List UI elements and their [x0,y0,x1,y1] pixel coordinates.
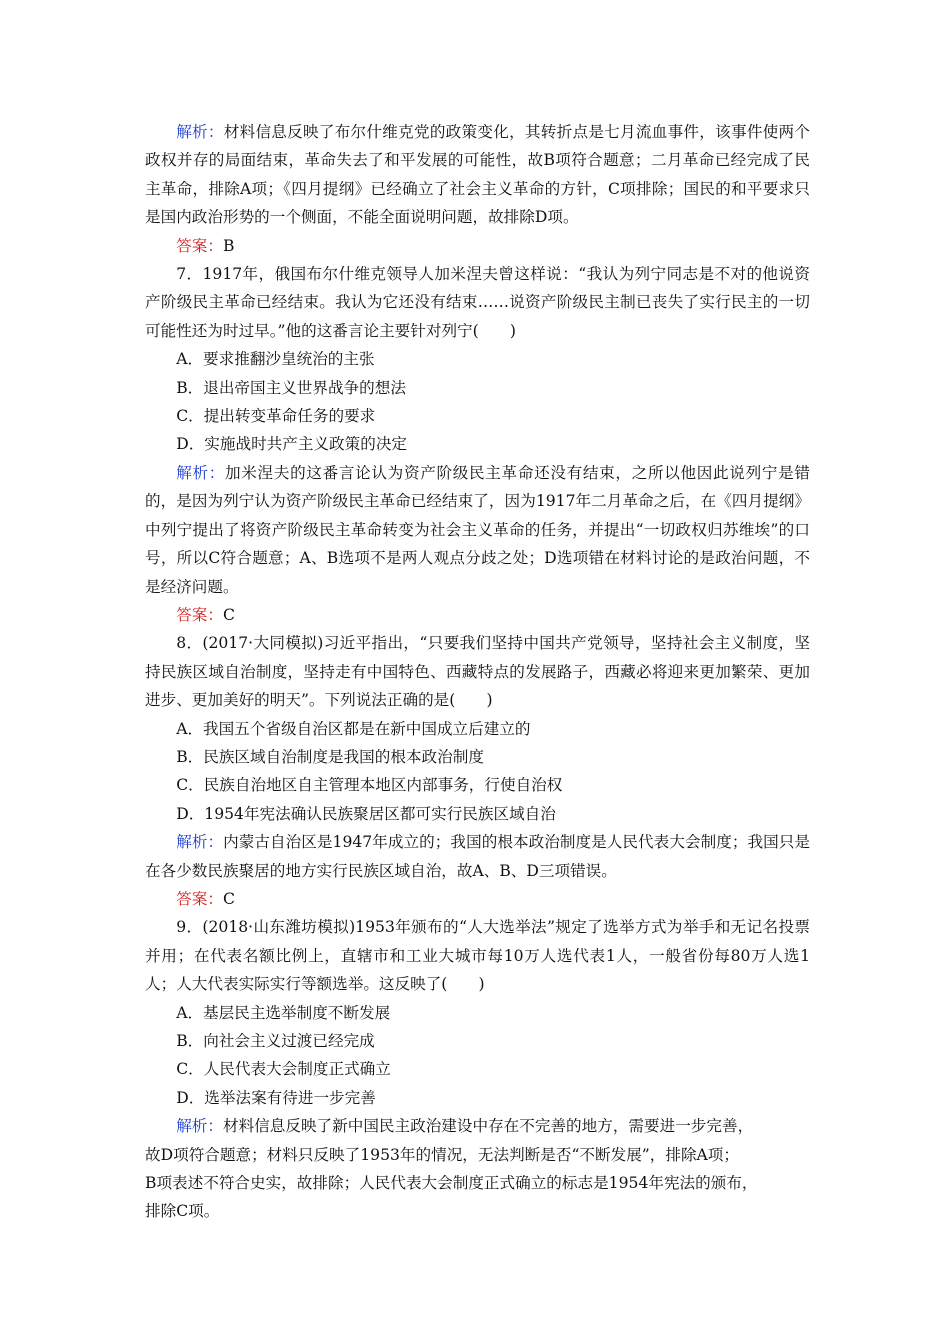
q7-analysis [145,459,810,601]
q9-analysis-line: B项表述不符合史实，故排除；人民代表大会制度正式确立的标志是1954年宪法的颁布， [145,1174,758,1193]
q8-analysis [145,828,810,885]
analysis-label: 解析： [176,123,224,141]
q9-stem: 9．(2018·山东潍坊模拟)1953年颁布的“人大选举法”规定了选举方式为举手和无记名投票并用；在代表名额比例上，直辖市和工业大城市每10万人选代表1人，一般省份每80万人选1人；人大代表实际实行等额选举。这反映了( ) [145,918,810,994]
q8-option-c: C．民族自治地区自主管理本地区内部事务，行使自治权 [176,776,563,795]
q7-answer [145,601,810,629]
q7-analysis-text: 加米涅夫的这番言论认为资产阶级民主革命还没有结束，之所以他因此说列宁是错的，是因为列宁认为资产阶级民主革命已经结束了，因为1917年二月革命之后，在《四月提纲》中列宁提出了将资产阶级民主革命转变为社会主义革命的任务，并提出“一切政权归苏维埃”的口号，所以C符合题意；A、B选项不是两人观点分歧之处；D选项错在材料讨论的是政治问题，不是经济问题。 [145,463,810,596]
document-page [145,118,810,1226]
q8-analysis-text: 内蒙古自治区是1947年成立的；我国的根本政治制度是人民代表大会制度；我国只是在各少数民族聚居的地方实行民族区域自治，故A、B、D三项错误。 [145,833,810,880]
q8-option-a: A．我国五个省级自治区都是在新中国成立后建立的 [176,719,531,738]
q9-option-a: A．基层民主选举制度不断发展 [176,1003,391,1022]
q8-stem: 8．(2017·大同模拟)习近平指出，“只要我们坚持中国共产党领导，坚持社会主义制度，坚持民族区域自治制度，坚持走有中国特色、西藏特点的发展路子，西藏必将迎来更加繁荣、更加进步、更加美好的明天”。下列说法正确的是( ) [145,634,810,710]
q9-option-d: D．选举法案有待进一步完善 [176,1088,376,1107]
q8-answer-text: C [222,889,235,908]
q7-option-c: C．提出转变革命任务的要求 [176,407,376,426]
analysis-label: 解析： [176,1117,223,1136]
q6-answer-text: B [222,236,235,255]
analysis-label: 解析： [176,463,225,482]
q7-answer-text: C [222,605,235,624]
q7-stem: 7．1917年，俄国布尔什维克领导人加米涅夫曾这样说：“我认为列宁同志是不对的他说资产阶级民主革命已经结束。我认为它还没有结束……说资产阶级民主制已丧失了实行民主的一切可能性还为时过早。”他的这番言论主要针对列宁( ) [145,265,810,340]
q8-option-d: D．1954年宪法确认民族聚居区都可实行民族区域自治 [176,804,556,823]
answer-label: 答案： [176,889,223,908]
q7-option-a: A．要求推翻沙皇统治的主张 [176,350,375,369]
q9-option-c: C．人民代表大会制度正式确立 [176,1060,391,1079]
q7-option-b: B．退出帝国主义世界战争的想法 [176,378,406,397]
answer-label: 答案： [176,236,223,255]
answer-label: 答案： [176,605,223,624]
q9-analysis [145,1112,810,1226]
q9-analysis-line [145,1112,810,1140]
q9-option-b: B．向社会主义过渡已经完成 [176,1032,375,1050]
q7-option-d: D．实施战时共产主义政策的决定 [176,435,408,454]
q9-analysis-text: 材料信息反映了新中国民主政治建设中存在不完善的地方，需要进一步完善， [222,1117,754,1136]
q9-analysis-line: 故D项符合题意；材料只反映了1953年的情况，无法判断是否“不断发展”，排除A项； [145,1145,739,1164]
q9-analysis-line: 排除C项。 [145,1202,220,1221]
q6-analysis [145,118,810,232]
q8-option-b: B．民族区域自治制度是我国的根本政治制度 [176,747,484,766]
q6-answer [145,232,810,260]
analysis-label: 解析： [176,833,224,852]
q8-answer [145,885,810,913]
q6-analysis-text: 材料信息反映了布尔什维克党的政策变化，其转折点是七月流血事件，该事件使两个政权并存的局面结束，革命失去了和平发展的可能性，故B项符合题意；二月革命已经完成了民主革命，排除A项；《四月提纲》已经确立了社会主义革命的方针，C项排除；国民的和平要求只是国内政治形势的一个侧面，不能全面说明问题，故排除D项。 [145,123,810,227]
